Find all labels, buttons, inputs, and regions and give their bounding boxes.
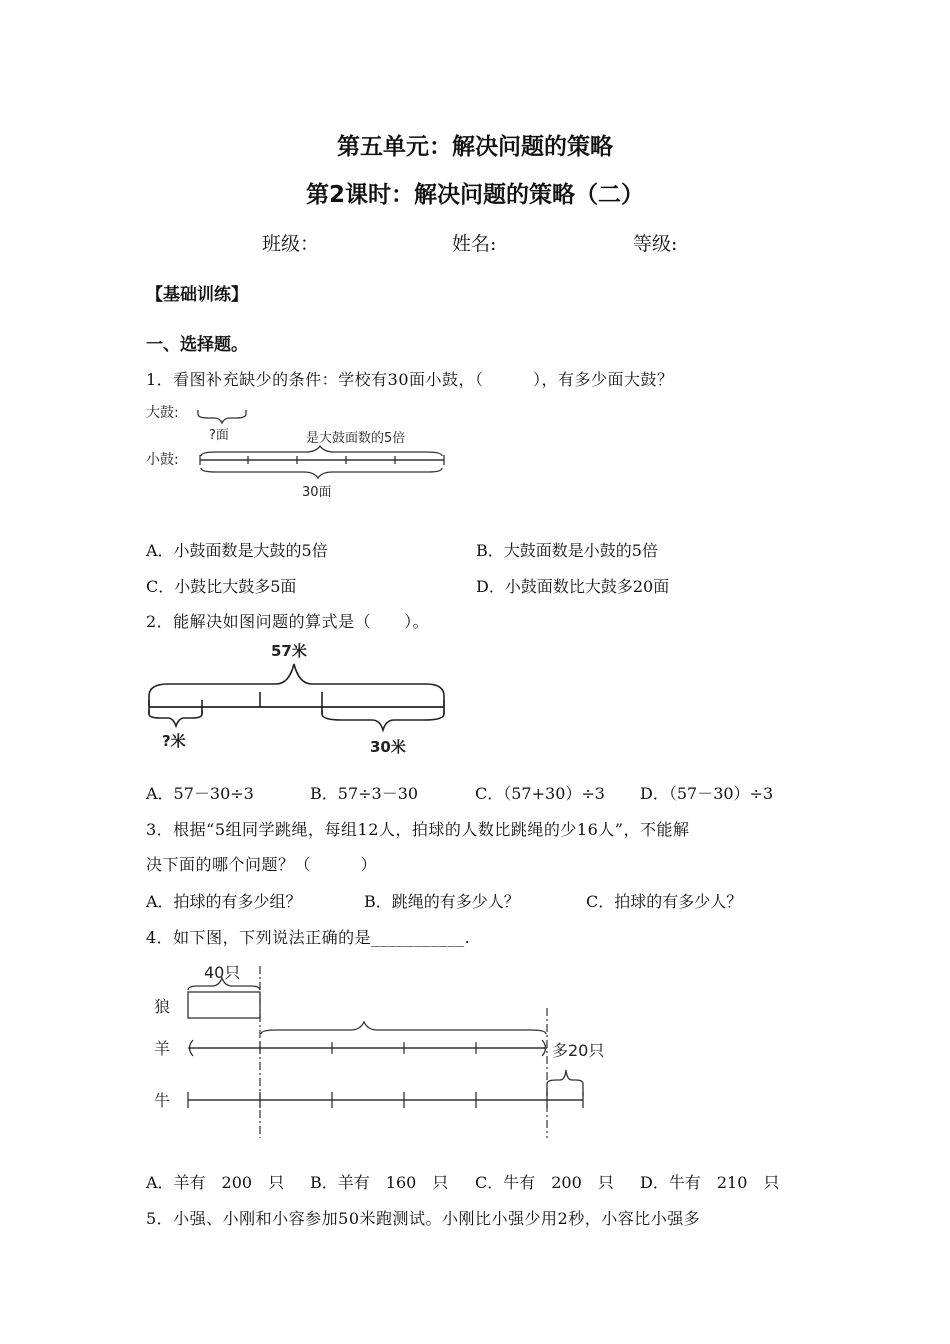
multiple-note: 是大鼓面数的5倍 — [306, 431, 406, 446]
question-4-text: 4．如下图，下列说法正确的是___________. — [146, 928, 471, 947]
question-2-text: 2．能解决如图问题的算式是（ ）。 — [146, 612, 430, 631]
unknown-label: ?面 — [209, 428, 229, 443]
q4-option-c: C．牛有 200 只 — [475, 1173, 614, 1192]
q1-option-c: C．小鼓比大鼓多5面 — [146, 577, 297, 596]
q1-option-a: A．小鼓面数是大鼓的5倍 — [146, 541, 328, 560]
part-brace — [322, 710, 444, 730]
total-brace — [149, 664, 444, 706]
cow-extra-brace — [547, 1070, 583, 1096]
question-3-line-2: 决下面的哪个问题？（ ） — [146, 855, 378, 874]
unknown-length-label: ?米 — [162, 732, 186, 750]
big-drum-brace — [198, 410, 246, 423]
class-label: 班级： — [262, 233, 320, 255]
question-1-figure — [146, 400, 456, 505]
question-3-line-1: 3．根据“5组同学跳绳，每组12人，拍球的人数比跳绳的少16人”，不能解 — [146, 820, 690, 839]
small-drum-label: 小鼓: — [146, 452, 179, 468]
question-5-text: 5．小强、小刚和小容参加50米跑测试。小刚比小强少用2秒，小容比小强多 — [146, 1209, 701, 1228]
section-label: 【基础训练】 — [146, 285, 248, 305]
q1-option-b: B．大鼓面数是小鼓的5倍 — [476, 541, 658, 560]
q2-option-d: D．（57－30）÷3 — [640, 784, 774, 803]
small-drum-top-brace — [201, 446, 442, 456]
q4-option-b: B．羊有 160 只 — [310, 1173, 449, 1192]
part-length-label: 30米 — [370, 738, 406, 756]
wolf-count-label: 40只 — [204, 963, 241, 982]
question-4-figure — [146, 958, 626, 1140]
unit-title: 第五单元：解决问题的策略 — [337, 134, 613, 160]
total-label: 30面 — [302, 485, 332, 500]
grade-label: 等级: — [633, 233, 678, 255]
big-drum-label: 大鼓: — [146, 405, 179, 421]
lesson-title: 第2课时：解决问题的策略（二） — [305, 182, 644, 208]
more-label: 多20只 — [552, 1041, 605, 1060]
unknown-brace — [149, 710, 202, 726]
q3-option-a: A．拍球的有多少组？ — [146, 892, 302, 911]
part-label: 一、选择题。 — [146, 335, 248, 355]
q1-option-d: D．小鼓面数比大鼓多20面 — [476, 577, 670, 596]
small-drum-bottom-brace — [201, 468, 442, 478]
question-2-figure — [146, 640, 451, 758]
question-1-text: 1．看图补充缺少的条件：学校有30面小鼓，（ ），有多少面大鼓？ — [146, 370, 674, 389]
q2-option-a: A．57－30÷3 — [146, 784, 254, 803]
q3-option-c: C．拍球的有多少人？ — [586, 892, 743, 911]
name-label: 姓名: — [452, 233, 497, 255]
q3-option-b: B．跳绳的有多少人？ — [364, 892, 520, 911]
wolf-bar — [188, 992, 260, 1018]
q2-option-b: B．57÷3－30 — [310, 784, 419, 803]
wolf-label: 狼 — [154, 997, 171, 1016]
sheep-brace — [261, 1022, 546, 1034]
total-length-label: 57米 — [271, 642, 307, 660]
sheep-label: 羊 — [154, 1039, 171, 1058]
cow-label: 牛 — [154, 1091, 171, 1110]
q2-option-c: C．（57+30）÷3 — [475, 784, 605, 803]
q4-option-d: D．牛有 210 只 — [640, 1173, 780, 1192]
q4-option-a: A．羊有 200 只 — [146, 1173, 285, 1192]
